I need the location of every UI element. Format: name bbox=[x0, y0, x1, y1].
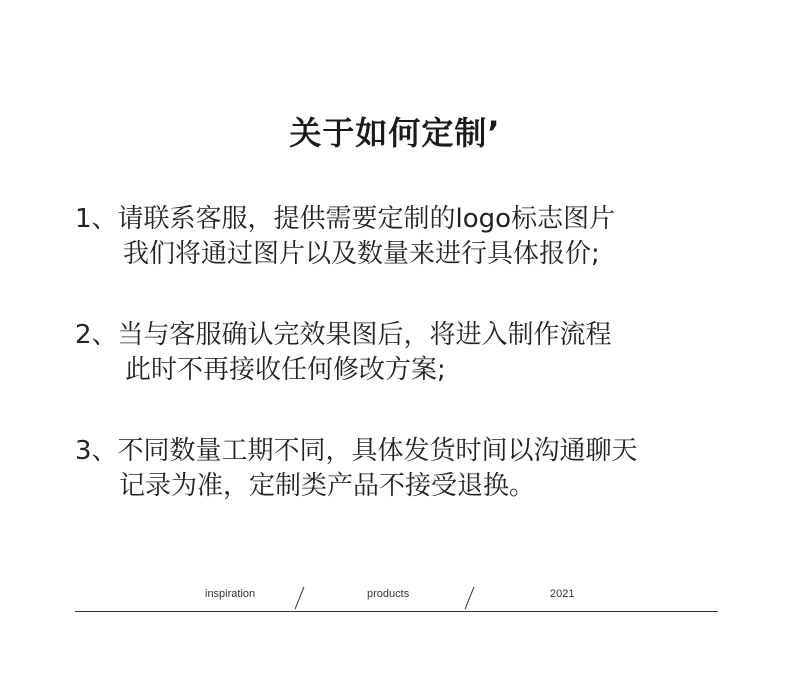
page-title: 关于如何定制’ bbox=[289, 114, 501, 152]
slash-divider bbox=[465, 587, 475, 610]
instruction-item-1-line-2: 我们将通过图片以及数量来进行具体报价; bbox=[123, 239, 600, 269]
footer-label-products: products bbox=[367, 588, 410, 600]
instruction-item-1 bbox=[75, 202, 615, 272]
slash-divider bbox=[295, 587, 305, 610]
instruction-item-3-line-2: 记录为准，定制类产品不接受退换。 bbox=[119, 471, 536, 501]
instruction-item-3-line-1: 3、不同数量工期不同，具体发货时间以沟通聊天 bbox=[75, 436, 638, 466]
footer-label-inspiration: inspiration bbox=[205, 588, 256, 600]
footer-bar bbox=[75, 580, 718, 612]
instruction-item-1-line-1: 1、请联系客服，提供需要定制的logo标志图片 bbox=[75, 204, 616, 234]
instruction-item-3 bbox=[75, 434, 638, 504]
footer-rule bbox=[75, 611, 718, 612]
instruction-item-2-line-2: 此时不再接收任何修改方案; bbox=[125, 355, 446, 385]
footer-label-year: 2021 bbox=[550, 588, 575, 600]
instruction-item-2 bbox=[75, 318, 612, 388]
instruction-item-2-line-1: 2、当与客服确认完效果图后，将进入制作流程 bbox=[75, 320, 612, 350]
